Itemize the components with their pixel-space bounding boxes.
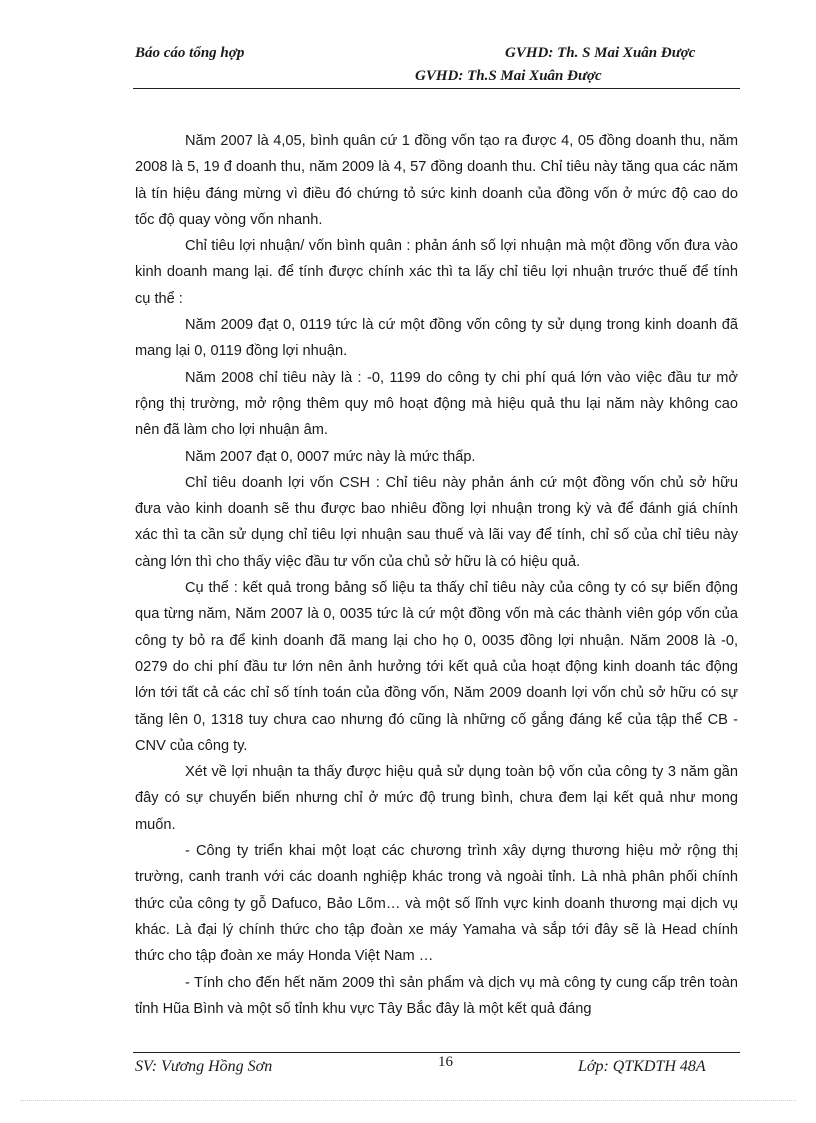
paragraph: Năm 2007 đạt 0, 0007 mức này là mức thấp. <box>185 448 476 465</box>
page-edge-divider <box>20 1100 796 1101</box>
header-rule <box>133 88 740 89</box>
paragraph: Năm 2007 là 4,05, bình quân cứ 1 đồng vốn tạo ra được 4, 05 đồng doanh thu, năm 2008 là 5, 19 đ doanh thu, năm 2009 là 4, 57 đồng doanh thu. Chỉ tiêu này tăng qua các năm là tín hiệu đáng mừng vì điều đó chứng tỏ sức kinh doanh của đồng vốn ở mức độ cao do tốc độ quay vòng vốn nhanh. <box>135 133 738 228</box>
paragraph: Chỉ tiêu doanh lợi vốn CSH : Chỉ tiêu này phản ánh cứ một đồng vốn chủ sở hữu đưa vào kinh doanh sẽ thu được bao nhiêu đồng lợi nhuận trong kỳ và để đánh giá chính xác thì ta cần sử dụng chỉ tiêu lợi nhuận sau thuế và lãi vay để tính, chỉ số của chỉ tiêu này càng lớn thì cho thấy việc đầu tư vốn của chủ sở hữu là có hiệu quả. <box>135 474 738 570</box>
footer-student: SV: Vương Hồng Sơn <box>135 1058 273 1075</box>
footer-rule <box>133 1052 740 1053</box>
footer-class: Lớp: QTKDTH 48A <box>578 1058 706 1075</box>
bullet-paragraph: - Tính cho đến hết năm 2009 thì sản phẩm và dịch vụ mà công ty cung cấp trên toàn tỉnh Hũa Bình và một số tỉnh khu vực Tây Bắc đây là một kết quả đáng <box>135 974 738 1017</box>
header-supervisor-repeat: GVHD: Th.S Mai Xuân Được <box>415 68 602 84</box>
paragraph: Chỉ tiêu lợi nhuận/ vốn bình quân : phản ánh số lợi nhuận mà một đồng vốn đưa vào kinh doanh mang lại. để tính được chính xác thì ta lấy chỉ tiêu lợi nhuận trước thuế để tính cụ thể : <box>135 238 738 307</box>
bullet-paragraph: - Công ty triển khai một loạt các chương trình xây dựng thương hiệu mở rộng thị trường, canh tranh với các doanh nghiệp khác trong và ngoài tỉnh. Là nhà phân phối chính thức của công ty gỗ Dafuco, Bảo Lõm… và một số lĩnh vực kinh doanh thương mại dịch vụ khác. Là đại lý chính thức cho tập đoàn xe máy Yamaha và sắp tới đây sẽ là Head chính thức cho tập đoàn xe máy Honda Việt Nam … <box>135 843 738 965</box>
document-body <box>135 128 738 1022</box>
paragraph: Năm 2009 đạt 0, 0119 tức là cứ một đồng vốn công ty sử dụng trong kinh doanh đã mang lại 0, 0119 đồng lợi nhuận. <box>135 317 738 360</box>
paragraph: Năm 2008 chỉ tiêu này là : -0, 1199 do công ty chi phí quá lớn vào việc đầu tư mở rộng thị trường, mở rộng thêm quy mô hoạt động mà hiệu quả thu lại năm này không cao nên đã làm cho lợi nhuận âm. <box>135 369 738 439</box>
header-title: Báo cáo tổng hợp <box>135 45 245 61</box>
paragraph: Xét về lợi nhuận ta thấy được hiệu quả sử dụng toàn bộ vốn của công ty 3 năm gần đây có sự chuyển biến nhưng chỉ ở mức độ trung bình, chưa đem lại kết quả như mong muốn. <box>135 764 738 833</box>
paragraph: Cụ thể : kết quả trong bảng số liệu ta thấy chỉ tiêu này của công ty có sự biến động qua từng năm, Năm 2007 là 0, 0035 tức là cứ một đồng vốn mà các thành viên góp vốn của công ty bỏ ra để kinh doanh đã mang lại cho họ 0, 0035 đồng lợi nhuận. Năm 2008 là -0, 0279 do chi phí đầu tư lớn nên ảnh hưởng tới kết quả của hoạt động kinh doanh tác động lớn tới tất cả các chỉ số tính toán của đồng vốn, Năm 2009 doanh lợi vốn chủ sở hữu có sự tăng lên 0, 1318 tuy chưa cao nhưng đó cũng là những cố gắng đáng kể của tập thể CB - CNV của công ty. <box>135 580 738 754</box>
page-number: 16 <box>438 1054 453 1070</box>
header-supervisor: GVHD: Th. S Mai Xuân Được <box>505 45 696 61</box>
